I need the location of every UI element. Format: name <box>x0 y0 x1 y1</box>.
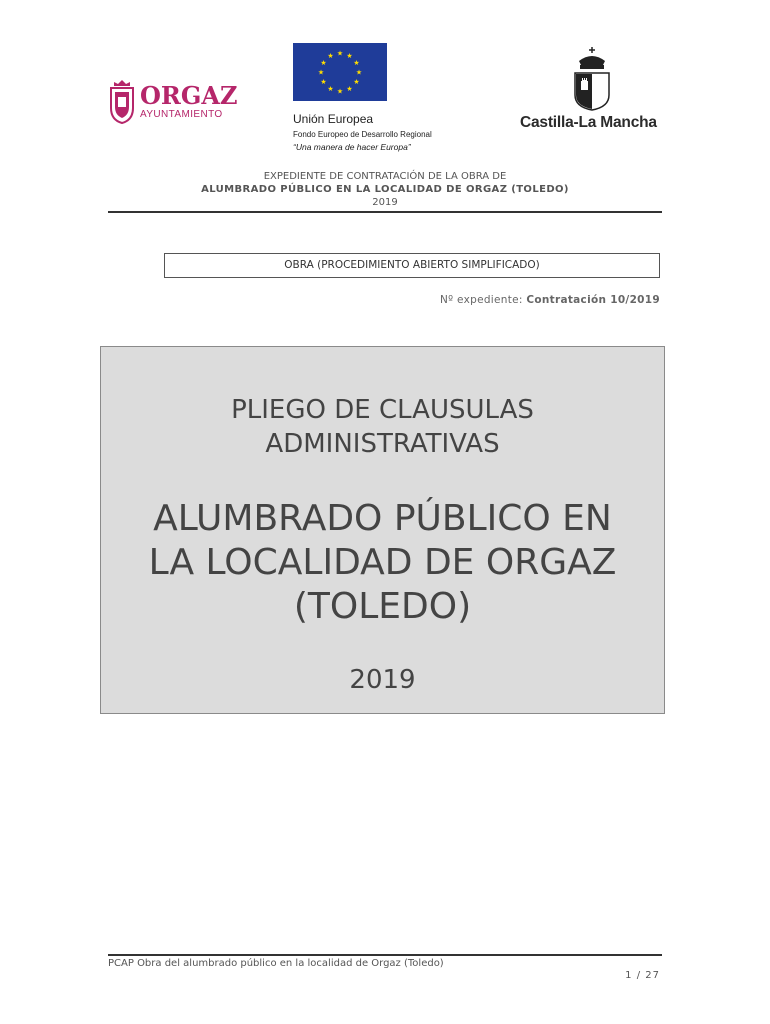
header-line-1: EXPEDIENTE DE CONTRATACIÓN DE LA OBRA DE <box>263 171 507 182</box>
procedure-box: OBRA (PROCEDIMIENTO ABIERTO SIMPLIFICADO) <box>164 253 660 278</box>
orgaz-logo <box>108 80 240 126</box>
eu-star-icon: ★ <box>336 87 344 96</box>
cover-title <box>101 497 664 629</box>
expediente-label: Nº expediente: <box>439 294 527 306</box>
eu-star-icon: ★ <box>320 78 327 86</box>
eu-star-icon: ★ <box>327 84 334 93</box>
eu-star-icon: ★ <box>353 78 360 86</box>
header-rule <box>108 211 662 213</box>
eu-flag-icon <box>293 43 387 101</box>
page-number: 1 / 27 <box>625 970 660 981</box>
eu-star-icon: ★ <box>346 84 353 93</box>
eu-star-icon: ★ <box>346 52 353 61</box>
eu-star-icon: ★ <box>327 52 334 61</box>
cover-title-line-2: LA LOCALIDAD DE ORGAZ <box>148 542 617 583</box>
header-year: 2019 <box>372 197 398 208</box>
cover-subtitle-line-2: ADMINISTRATIVAS <box>265 429 500 459</box>
header-line-2: ALUMBRADO PÚBLICO EN LA LOCALIDAD DE ORGAZ (TOLEDO) <box>201 184 569 195</box>
eu-fund: Fondo Europeo de Desarrollo Regional <box>293 130 432 139</box>
footer-rule <box>108 954 662 956</box>
cover-title-line-3: (TOLEDO) <box>293 586 472 627</box>
cover-year: 2019 <box>349 665 416 695</box>
orgaz-subtitle: AYUNTAMIENTO <box>140 109 223 120</box>
orgaz-shield-icon <box>108 80 136 124</box>
eu-star-icon: ★ <box>336 49 344 58</box>
eu-star-icon: ★ <box>320 59 327 67</box>
cover-subtitle <box>101 393 664 461</box>
eu-title: Unión Europea <box>293 112 374 126</box>
castilla-la-mancha-name: Castilla-La Mancha <box>520 114 657 131</box>
eu-star-icon: ★ <box>355 68 363 77</box>
expediente-line <box>108 294 660 306</box>
cover-title-line-1: ALUMBRADO PÚBLICO EN <box>153 498 612 539</box>
orgaz-name: ORGAZ <box>140 81 238 110</box>
eu-star-icon: ★ <box>317 68 325 77</box>
eu-motto: “Una manera de hacer Europa” <box>293 142 411 152</box>
footer-text: PCAP Obra del alumbrado público en la localidad de Orgaz (Toledo) <box>108 958 444 969</box>
castilla-la-mancha-emblem-icon <box>573 47 611 111</box>
expediente-value: Contratación 10/2019 <box>526 294 660 306</box>
cover-subtitle-line-1: PLIEGO DE CLAUSULAS <box>231 395 534 425</box>
cover-box <box>100 346 665 714</box>
eu-star-icon: ★ <box>353 59 360 67</box>
